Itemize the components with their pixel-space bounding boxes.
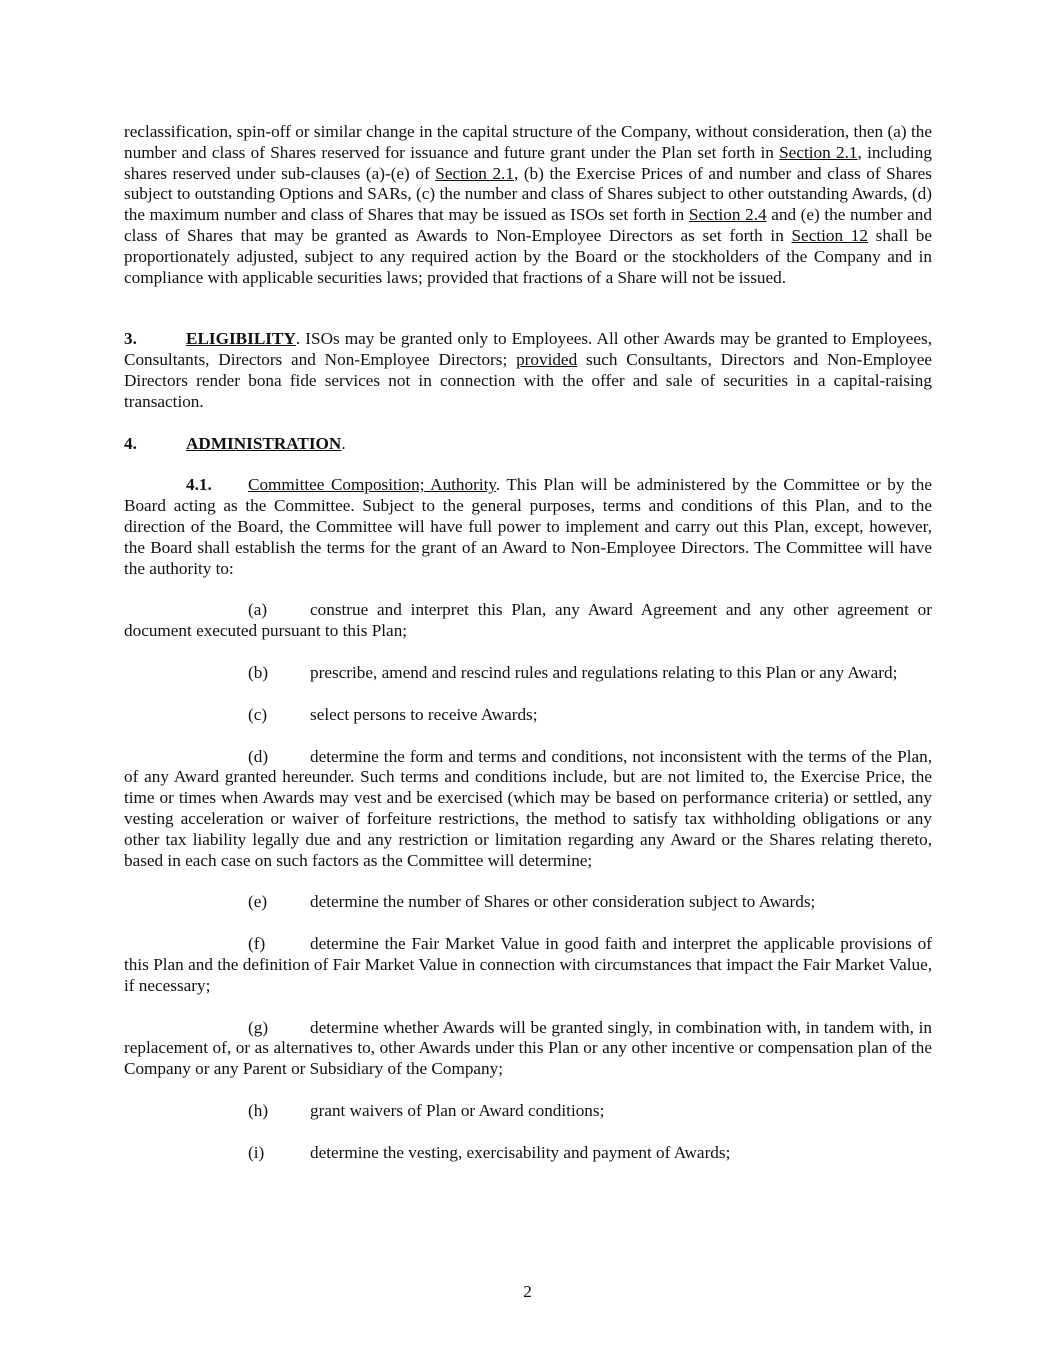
provided-term: provided xyxy=(516,350,578,370)
intro-paragraph: reclassification, spin-off or similar change in the capital structure of the Company, without consideration, then (a) the number and class of Shares reserved for issuance and future grant under the Plan set forth in Section 2.1, including shares reserved under sub-clauses (a)-(e) of Section 2.1, (b) the Exercise Prices of and number and class of Shares subject to outstanding Options and SARs, (c) the number and class of Shares subject to other outstanding Awards, (d) the maximum number and class of Shares that may be issued as ISOs set forth in Section 2.4 and (e) the number and class of Shares that may be granted as Awards to Non-Employee Directors as set forth in Section 12 shall be proportionately adjusted, subject to any required action by the Board or the stockholders of the Company and in compliance with applicable securities laws; provided that fractions of a Share will not be issued. xyxy=(124,122,933,287)
list-item: (e) determine the number of Shares or other consideration subject to Awards; xyxy=(248,892,816,912)
list-item: (i) determine the vesting, exercisability and payment of Awards; xyxy=(248,1142,731,1162)
subsection-title: Committee Composition; Authority xyxy=(248,475,496,495)
section-number: 3. xyxy=(124,329,137,349)
section-3-paragraph: 3. ELIGIBILITY. ISOs may be granted only to Employees. All other Awards may be granted to Employees, Consultants, Directors and Non-Employee Directors; provided such Consultants, Directors and Non-Employee Directors render bona fide services not in connection with the offer and sale of securities in a capital-raising transaction. xyxy=(124,329,933,411)
page-number: 2 xyxy=(523,1282,532,1301)
section-reference: Section 2.1 xyxy=(779,142,858,162)
section-title: ELIGIBILITY xyxy=(186,329,296,349)
list-item: (c) select persons to receive Awards; xyxy=(248,704,538,724)
list-item: (d) determine the form and terms and conditions, not inconsistent with the terms of the Plan, of any Award granted hereunder. Such terms and conditions include, but are not limited to, the Exercise Price, the time or times when Awards may vest and be exercised (which may be based on performance criteria) or settled, any vesting acceleration or waiver of forfeiture restrictions, the method to satisfy tax withholding obligations or any other tax liability legally due and any restriction or limitation regarding any Award or the Shares relating thereto, based in each case on such factors as the Committee will determine; xyxy=(124,746,932,870)
document-page xyxy=(124,122,932,1163)
item-label: (i) xyxy=(248,1142,265,1162)
list-item: (g) determine whether Awards will be granted singly, in combination with, in tandem with, in replacement of, or as alternatives to, other Awards under this Plan or any other incentive or compensation plan of the Company or any Parent or Subsidiary of the Company; xyxy=(124,1017,932,1079)
section-reference: Section 12 xyxy=(791,225,868,245)
section-number: 4. xyxy=(124,433,137,453)
list-item: (f) determine the Fair Market Value in good faith and interpret the applicable provisions of this Plan and the definition of Fair Market Value in connection with circumstances that impact the Fair Market Value, if necessary; xyxy=(124,934,932,995)
list-item: (a) construe and interpret this Plan, any Award Agreement and any other agreement or document executed pursuant to this Plan; xyxy=(124,600,932,641)
subsection-number: 4.1. xyxy=(186,475,212,495)
section-4-heading: 4. ADMINISTRATION. xyxy=(124,433,346,453)
item-label: (h) xyxy=(248,1100,269,1120)
item-label: (d) xyxy=(248,746,269,766)
item-label: (f) xyxy=(248,934,266,954)
list-item: (b) prescribe, amend and rescind rules and regulations relating to this Plan or any Award; xyxy=(248,662,898,682)
item-label: (e) xyxy=(248,892,268,912)
subsection-4-1-paragraph: 4.1. Committee Composition; Authority. This Plan will be administered by the Committee or by the Board acting as the Committee. Subject to the general purposes, terms and conditions of this Plan, and to the direction of the Board, the Committee will have full power to implement and carry out this Plan, except, however, the Board shall establish the terms for the grant of an Award to Non-Employee Directors. The Committee will have the authority to: xyxy=(124,475,932,578)
item-label: (b) xyxy=(248,662,269,682)
item-label: (a) xyxy=(248,600,268,620)
item-label: (g) xyxy=(248,1017,269,1037)
list-item: (h) grant waivers of Plan or Award conditions; xyxy=(248,1100,605,1120)
section-title: ADMINISTRATION xyxy=(186,433,342,453)
item-label: (c) xyxy=(248,704,268,724)
section-reference: Section 2.1 xyxy=(435,163,514,183)
section-reference: Section 2.4 xyxy=(688,205,767,225)
